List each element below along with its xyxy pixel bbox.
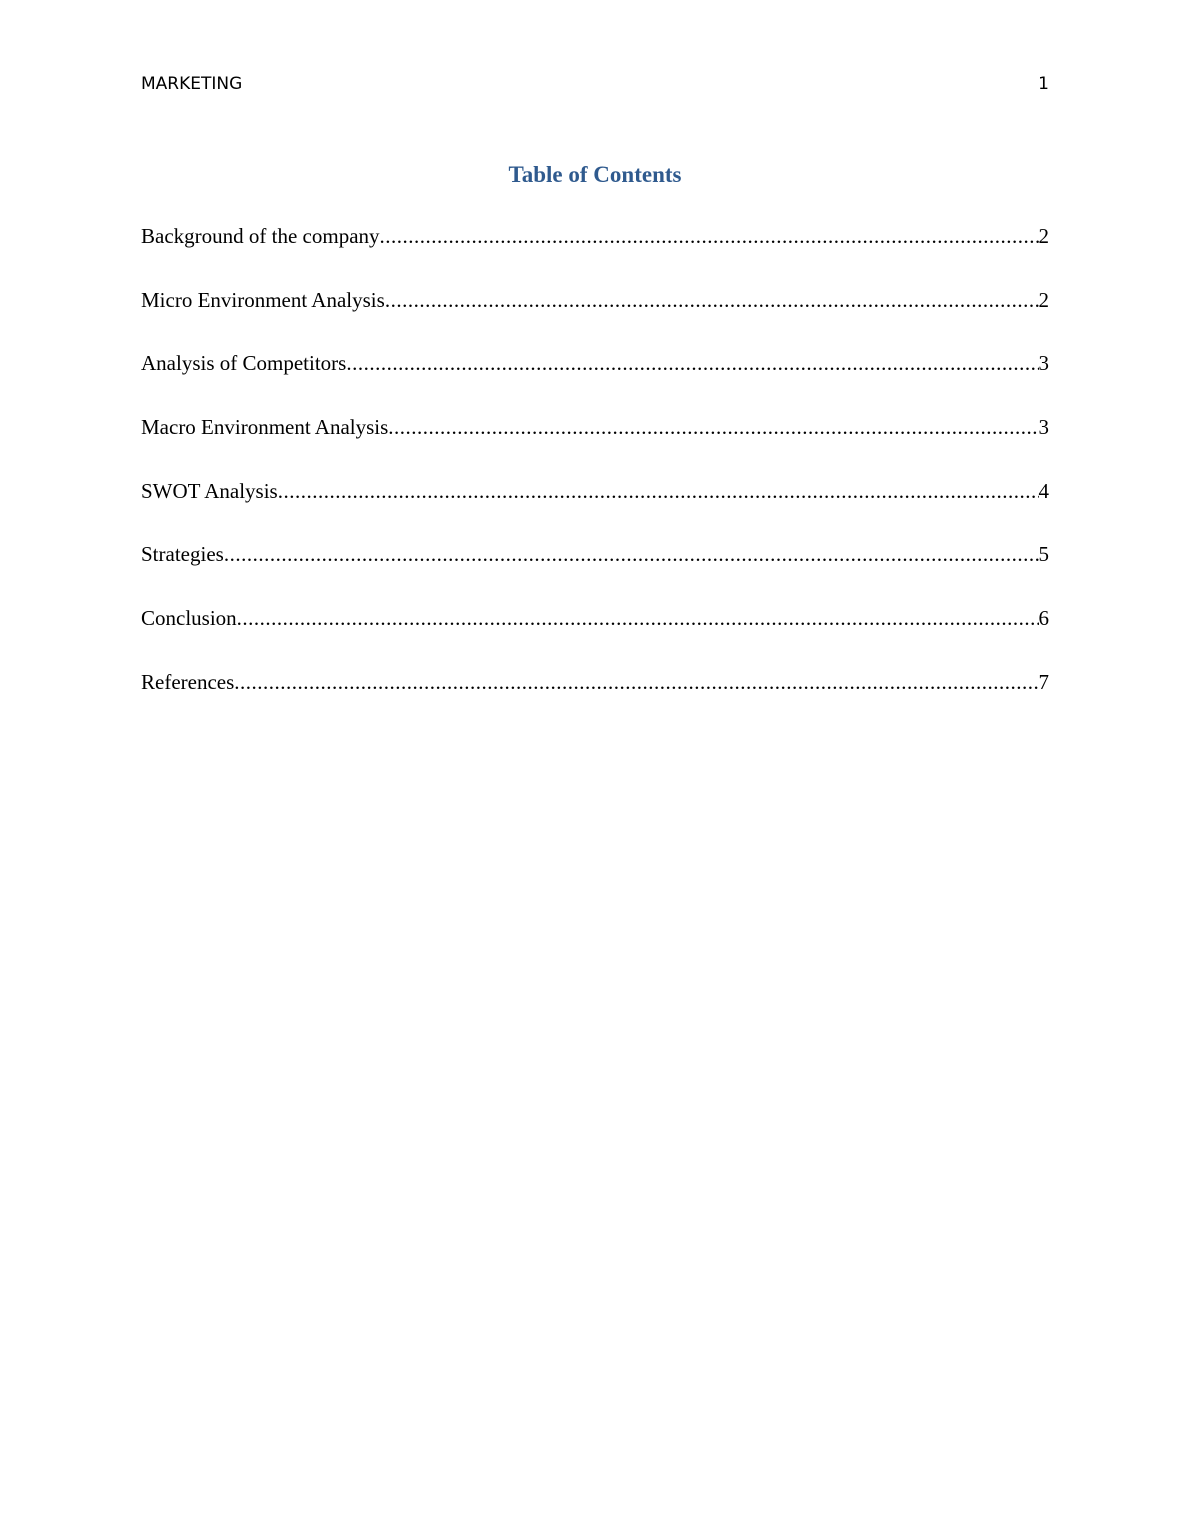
toc-dot-leader [346,351,1038,376]
running-head: MARKETING [141,74,243,94]
toc-entry-label: Conclusion [141,606,237,631]
toc-dot-leader [237,606,1039,631]
toc-entry-label: Analysis of Competitors [141,351,347,376]
toc-entry-references[interactable] [141,670,1049,734]
toc-dot-leader [380,224,1039,249]
toc-entry-page: 5 [1038,542,1049,567]
toc-list [141,224,1049,734]
toc-entry-strategies[interactable] [141,542,1049,606]
toc-dot-leader [385,288,1039,313]
page-header [141,72,1049,96]
toc-entry-label: References [141,669,235,694]
toc-entry-label: Macro Environment Analysis [141,415,389,440]
toc-entry-label: Background of the company [141,224,380,248]
toc-entry-page: 3 [1038,415,1049,440]
toc-dot-leader [388,415,1038,440]
toc-dot-leader [234,670,1038,695]
toc-dot-leader [224,542,1039,567]
toc-entry-page: 2 [1038,287,1049,312]
toc-entry-page: 7 [1038,669,1049,694]
toc-entry-conclusion[interactable] [141,606,1049,670]
toc-entry-page: 3 [1038,351,1049,376]
page-number: 1 [1038,74,1049,94]
toc-entry-page: 4 [1038,478,1049,503]
toc-entry-label: Micro Environment Analysis [141,287,385,312]
toc-title: Table of Contents [508,162,682,187]
toc-entry-micro-environment[interactable] [141,288,1049,352]
toc-entry-competitors[interactable] [141,351,1049,415]
toc-entry-page: 2 [1038,224,1049,248]
toc-entry-background[interactable] [141,224,1049,288]
toc-entry-swot[interactable] [141,479,1049,543]
toc-dot-leader [278,479,1039,504]
toc-entry-page: 6 [1038,606,1049,631]
toc-entry-macro-environment[interactable] [141,415,1049,479]
toc-entry-label: Strategies [141,542,224,567]
toc-entry-label: SWOT Analysis [141,478,278,503]
